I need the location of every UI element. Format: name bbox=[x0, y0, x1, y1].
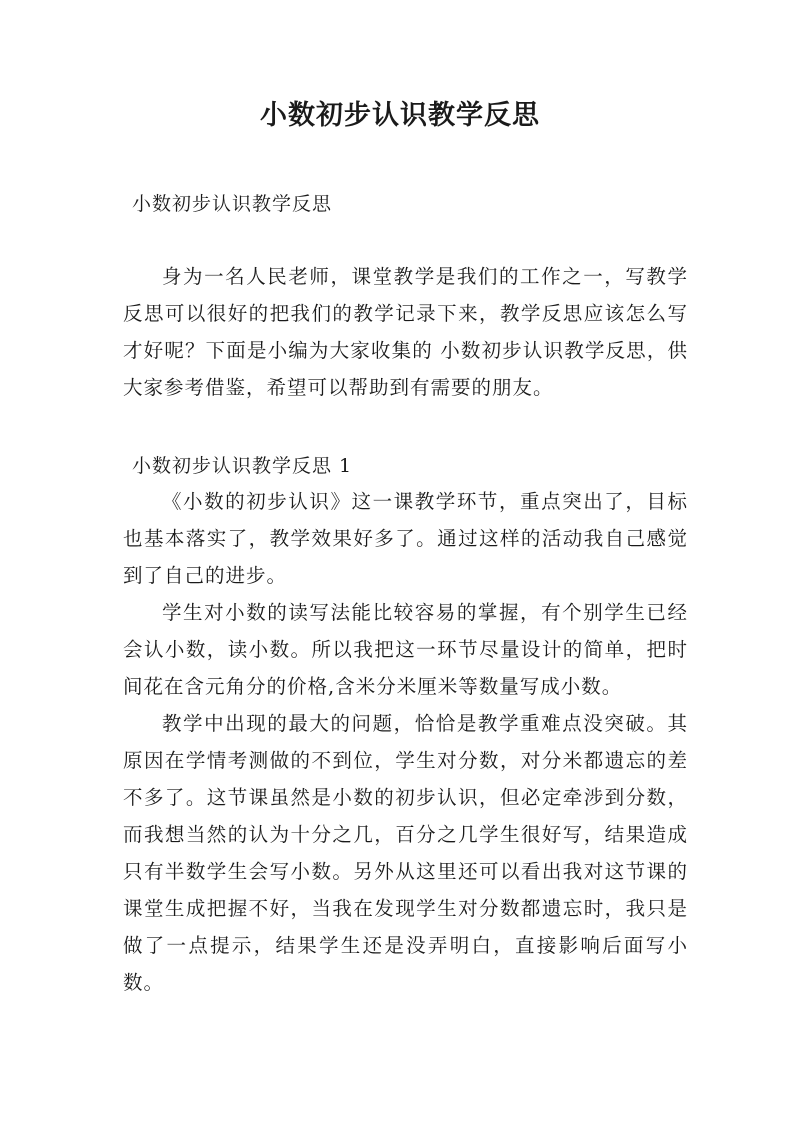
section-title: 小数初步认识教学反思 1 bbox=[132, 455, 353, 477]
body-paragraph-1: 《小数的初步认识》这一课教学环节，重点突出了，目标也基本落实了，教学效果好多了。通过这样的活动我自己感觉到了自己的进步。 bbox=[123, 490, 688, 587]
section-body bbox=[123, 483, 688, 1001]
body-paragraph-3: 教学中出现的最大的问题，恰恰是教学重难点没突破。其原因在学情考测做的不到位，学生对分数，对分米都遗忘的差不多了。这节课虽然是小数的初步认识，但必定牵涉到分数，而我想当然的认为十分之几，百分之几学生很好写，结果造成只有半数学生会写小数。另外从这里还可以看出我对这节课的课堂生成把握不好，当我在发现学生对分数都遗忘时，我只是做了一点提示，结果学生还是没弄明白，直接影响后面写小数。 bbox=[123, 712, 688, 994]
intro-paragraph: 身为一名人民老师，课堂教学是我们的工作之一，写教学反思可以很好的把我们的教学记录下来，教学反思应该怎么写才好呢？下面是小编为大家收集的 小数初步认识教学反思，供大家参考借鉴，希望可以帮助到有需要的朋友。 bbox=[123, 265, 688, 399]
page-title: 小数初步认识教学反思 bbox=[260, 100, 540, 131]
document-subtitle: 小数初步认识教学反思 bbox=[132, 193, 333, 215]
body-paragraph-2: 学生对小数的读写法能比较容易的掌握，有个别学生已经会认小数，读小数。所以我把这一环节尽量设计的简单，把时间花在含元角分的价格,含米分米厘米等数量写成小数。 bbox=[123, 601, 688, 698]
